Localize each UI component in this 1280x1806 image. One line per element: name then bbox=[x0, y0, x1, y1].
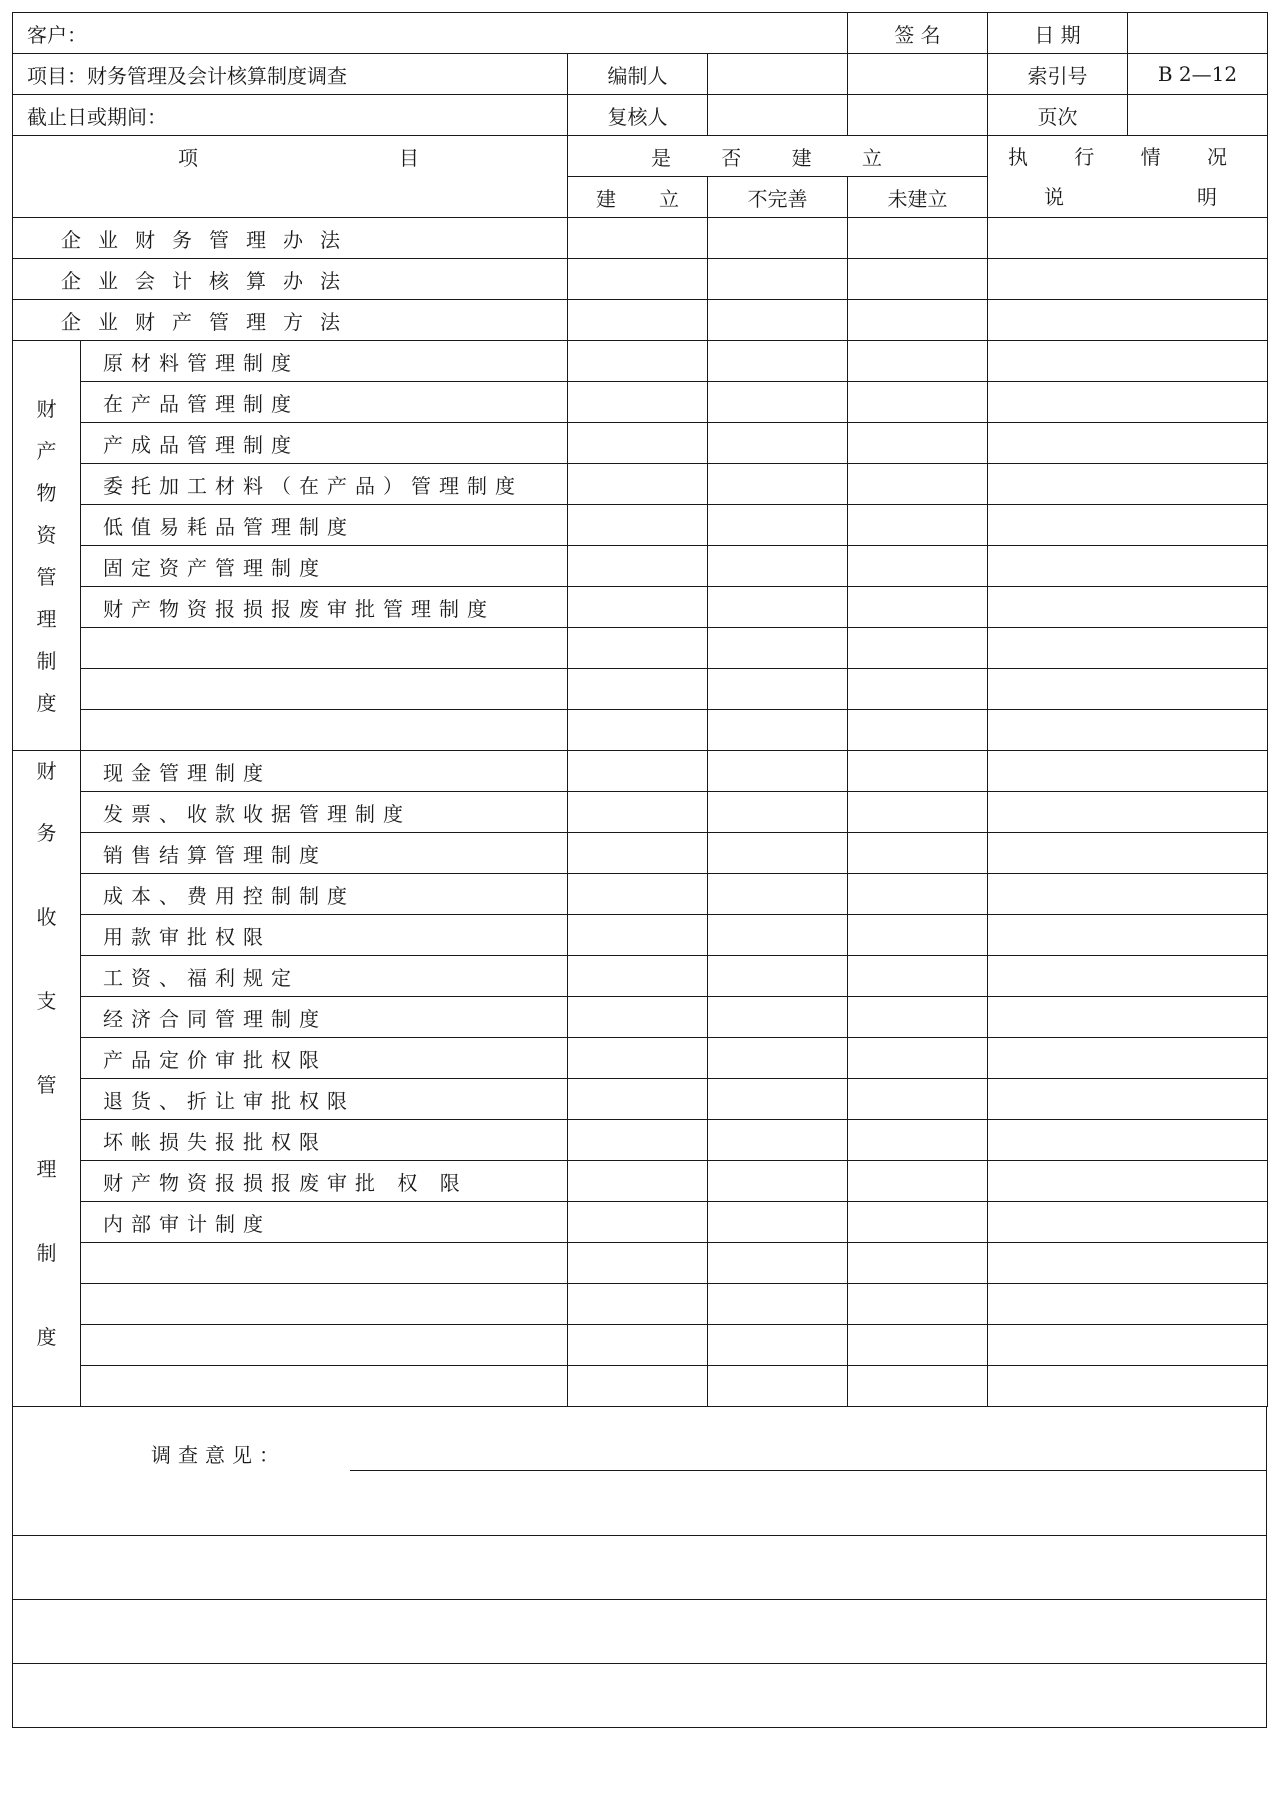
incomplete-cell[interactable] bbox=[708, 341, 848, 382]
established-group-header: 是 否 建 立 bbox=[568, 136, 988, 177]
category-char: 资 bbox=[36, 523, 57, 547]
execution-note-cell[interactable] bbox=[988, 218, 1268, 259]
not-established-cell[interactable] bbox=[848, 1161, 988, 1202]
category-char: 管 bbox=[36, 1073, 57, 1097]
not-established-cell[interactable] bbox=[848, 423, 988, 464]
item-label: 用款审批权限 bbox=[81, 915, 568, 956]
incomplete-cell[interactable] bbox=[708, 1366, 848, 1407]
opinion-label: 调查意见： bbox=[151, 1443, 286, 1467]
not-established-cell[interactable] bbox=[848, 1366, 988, 1407]
not-established-cell[interactable] bbox=[848, 259, 988, 300]
opinion-section bbox=[12, 1407, 1267, 1728]
item-label: 在产品管理制度 bbox=[81, 382, 568, 423]
category-char: 度 bbox=[36, 691, 57, 715]
not-established-cell[interactable] bbox=[848, 1079, 988, 1120]
incomplete-cell[interactable] bbox=[708, 423, 848, 464]
incomplete-cell[interactable] bbox=[708, 915, 848, 956]
header-row-client bbox=[13, 13, 1268, 54]
incomplete-cell[interactable] bbox=[708, 587, 848, 628]
execution-note-cell[interactable] bbox=[988, 710, 1268, 751]
not-established-cell[interactable] bbox=[848, 997, 988, 1038]
item-header-left: 项 bbox=[178, 146, 198, 170]
established-cell[interactable] bbox=[568, 792, 708, 833]
category-finance-management bbox=[13, 751, 81, 1407]
execution-note-cell[interactable] bbox=[988, 1366, 1268, 1407]
category-char: 支 bbox=[36, 989, 57, 1013]
execution-note-cell[interactable] bbox=[988, 1079, 1268, 1120]
incomplete-cell[interactable] bbox=[708, 997, 848, 1038]
table-row bbox=[13, 710, 1268, 751]
item-label: 现金管理制度 bbox=[81, 751, 568, 792]
opinion-line-row bbox=[13, 1664, 1267, 1728]
established-cell[interactable] bbox=[568, 546, 708, 587]
opinion-line-row bbox=[13, 1600, 1267, 1664]
opinion-row bbox=[13, 1407, 1267, 1536]
execution-note-cell[interactable] bbox=[988, 833, 1268, 874]
table-row bbox=[13, 792, 1268, 833]
table-row bbox=[13, 1325, 1268, 1366]
incomplete-cell[interactable] bbox=[708, 1038, 848, 1079]
table-row bbox=[13, 505, 1268, 546]
sign-label: 签 名 bbox=[848, 13, 988, 54]
item-label: 内部审计制度 bbox=[81, 1202, 568, 1243]
execution-note-cell[interactable] bbox=[988, 300, 1268, 341]
established-cell[interactable] bbox=[568, 751, 708, 792]
execution-note-cell[interactable] bbox=[988, 669, 1268, 710]
execution-note-cell[interactable] bbox=[988, 341, 1268, 382]
table-row bbox=[13, 382, 1268, 423]
category-char: 物 bbox=[36, 481, 57, 505]
table-row bbox=[13, 1243, 1268, 1284]
item-label: 企业财产管理方法 bbox=[13, 300, 568, 341]
not-established-cell[interactable] bbox=[848, 300, 988, 341]
established-cell[interactable] bbox=[568, 505, 708, 546]
execution-header-bottom bbox=[988, 177, 1267, 217]
column-header-row-1 bbox=[13, 136, 1268, 177]
category-char: 务 bbox=[36, 821, 57, 845]
established-cell[interactable] bbox=[568, 300, 708, 341]
table-row bbox=[13, 669, 1268, 710]
execution-note-cell[interactable] bbox=[988, 464, 1268, 505]
category-spacer bbox=[13, 367, 80, 388]
execution-note-cell[interactable] bbox=[988, 792, 1268, 833]
incomplete-cell[interactable] bbox=[708, 1161, 848, 1202]
table-row bbox=[13, 915, 1268, 956]
item-label: 产品定价审批权限 bbox=[81, 1038, 568, 1079]
incomplete-cell[interactable] bbox=[708, 300, 848, 341]
not-established-cell[interactable] bbox=[848, 218, 988, 259]
not-established-cell[interactable] bbox=[848, 1202, 988, 1243]
table-row bbox=[13, 997, 1268, 1038]
survey-table bbox=[12, 12, 1268, 1407]
table-row bbox=[13, 546, 1268, 587]
established-cell[interactable] bbox=[568, 956, 708, 997]
execution-note-cell[interactable] bbox=[988, 1325, 1268, 1366]
execution-note-cell[interactable] bbox=[988, 1284, 1268, 1325]
table-row bbox=[13, 1202, 1268, 1243]
header-row-period bbox=[13, 95, 1268, 136]
incomplete-cell[interactable] bbox=[708, 1079, 848, 1120]
established-cell[interactable] bbox=[568, 1079, 708, 1120]
incomplete-cell[interactable] bbox=[708, 792, 848, 833]
incomplete-cell[interactable] bbox=[708, 874, 848, 915]
incomplete-cell[interactable] bbox=[708, 1120, 848, 1161]
item-label: 企业财务管理办法 bbox=[13, 218, 568, 259]
established-cell[interactable] bbox=[568, 1325, 708, 1366]
not-established-cell[interactable] bbox=[848, 751, 988, 792]
established-cell[interactable] bbox=[568, 1120, 708, 1161]
execution-note-cell[interactable] bbox=[988, 1038, 1268, 1079]
category-char: 收 bbox=[36, 905, 57, 929]
item-label: 退货、折让审批权限 bbox=[81, 1079, 568, 1120]
item-label: 工资、福利规定 bbox=[81, 956, 568, 997]
index-value: B 2—12 bbox=[1128, 54, 1268, 95]
incomplete-cell[interactable] bbox=[708, 710, 848, 751]
item-label: 经济合同管理制度 bbox=[81, 997, 568, 1038]
execution-note-cell[interactable] bbox=[988, 1120, 1268, 1161]
not-established-cell[interactable] bbox=[848, 874, 988, 915]
execution-note-cell[interactable] bbox=[988, 587, 1268, 628]
established-header bbox=[568, 177, 708, 218]
established-cell[interactable] bbox=[568, 1284, 708, 1325]
established-cell[interactable] bbox=[568, 915, 708, 956]
incomplete-cell[interactable] bbox=[708, 628, 848, 669]
item-label: 成本、费用控制制度 bbox=[81, 874, 568, 915]
item-label: 销售结算管理制度 bbox=[81, 833, 568, 874]
incomplete-cell[interactable] bbox=[708, 546, 848, 587]
established-cell[interactable] bbox=[568, 874, 708, 915]
execution-note-cell[interactable] bbox=[988, 1202, 1268, 1243]
category-char: 理 bbox=[36, 607, 57, 631]
incomplete-cell[interactable] bbox=[708, 669, 848, 710]
incomplete-header: 不完善 bbox=[708, 177, 848, 218]
table-row bbox=[13, 874, 1268, 915]
opinion-underline bbox=[350, 1470, 1266, 1471]
established-cell[interactable] bbox=[568, 464, 708, 505]
client-label: 客户： bbox=[13, 13, 848, 54]
table-row bbox=[13, 751, 1268, 792]
table-row bbox=[13, 956, 1268, 997]
category-char: 制 bbox=[36, 649, 57, 673]
table-row bbox=[13, 218, 1268, 259]
established-char-1: 建 bbox=[596, 186, 616, 211]
table-row bbox=[13, 587, 1268, 628]
category-char: 度 bbox=[36, 1325, 57, 1349]
established-cell[interactable] bbox=[568, 341, 708, 382]
project-label: 项目：财务管理及会计核算制度调查 bbox=[13, 54, 568, 95]
table-row bbox=[13, 1079, 1268, 1120]
established-cell[interactable] bbox=[568, 1243, 708, 1284]
not-established-cell[interactable] bbox=[848, 710, 988, 751]
opinion-line-field[interactable] bbox=[13, 1536, 1267, 1600]
execution-note-cell[interactable] bbox=[988, 505, 1268, 546]
category-char: 财 bbox=[36, 759, 57, 783]
category-char: 理 bbox=[36, 1157, 57, 1181]
established-cell[interactable] bbox=[568, 1366, 708, 1407]
period-label: 截止日或期间： bbox=[13, 95, 568, 136]
established-cell[interactable] bbox=[568, 710, 708, 751]
established-char-2: 立 bbox=[659, 186, 679, 211]
established-cell[interactable] bbox=[568, 382, 708, 423]
not-established-cell[interactable] bbox=[848, 382, 988, 423]
page-value-field[interactable] bbox=[1128, 95, 1268, 136]
not-established-cell[interactable] bbox=[848, 833, 988, 874]
established-cell[interactable] bbox=[568, 423, 708, 464]
table-row bbox=[13, 423, 1268, 464]
incomplete-cell[interactable] bbox=[708, 833, 848, 874]
execution-note-cell[interactable] bbox=[988, 997, 1268, 1038]
audit-working-paper bbox=[12, 12, 1267, 1728]
opinion-line-row bbox=[13, 1536, 1267, 1600]
not-established-cell[interactable] bbox=[848, 1284, 988, 1325]
table-row bbox=[13, 833, 1268, 874]
not-established-cell[interactable] bbox=[848, 505, 988, 546]
not-established-cell[interactable] bbox=[848, 628, 988, 669]
established-cell[interactable] bbox=[568, 1038, 708, 1079]
item-label: 企业会计核算办法 bbox=[13, 259, 568, 300]
execution-note-cell[interactable] bbox=[988, 874, 1268, 915]
not-established-cell[interactable] bbox=[848, 1038, 988, 1079]
item-header-right: 目 bbox=[399, 146, 419, 170]
incomplete-cell[interactable] bbox=[708, 1325, 848, 1366]
table-row bbox=[13, 1284, 1268, 1325]
header-row-project bbox=[13, 54, 1268, 95]
incomplete-cell[interactable] bbox=[708, 382, 848, 423]
incomplete-cell[interactable] bbox=[708, 956, 848, 997]
table-row bbox=[13, 1366, 1268, 1407]
incomplete-cell[interactable] bbox=[708, 1243, 848, 1284]
preparer-sign-field[interactable] bbox=[708, 54, 848, 95]
incomplete-cell[interactable] bbox=[708, 505, 848, 546]
not-established-cell[interactable] bbox=[848, 792, 988, 833]
category-property-management bbox=[13, 341, 81, 751]
not-established-cell[interactable] bbox=[848, 1120, 988, 1161]
page-label: 页次 bbox=[988, 95, 1128, 136]
execution-explain: 明 bbox=[1197, 184, 1217, 209]
execution-header bbox=[988, 136, 1268, 218]
category-char: 制 bbox=[36, 1241, 57, 1265]
item-label-blank[interactable] bbox=[81, 710, 568, 751]
not-established-cell[interactable] bbox=[848, 546, 988, 587]
established-cell[interactable] bbox=[568, 1161, 708, 1202]
not-established-cell[interactable] bbox=[848, 915, 988, 956]
incomplete-cell[interactable] bbox=[708, 1202, 848, 1243]
category-char: 产 bbox=[36, 439, 57, 463]
established-cell[interactable] bbox=[568, 1202, 708, 1243]
execution-note-cell[interactable] bbox=[988, 1161, 1268, 1202]
item-label: 坏帐损失报批权限 bbox=[81, 1120, 568, 1161]
established-cell[interactable] bbox=[568, 218, 708, 259]
not-established-cell[interactable] bbox=[848, 464, 988, 505]
not-established-cell[interactable] bbox=[848, 341, 988, 382]
item-label: 产成品管理制度 bbox=[81, 423, 568, 464]
established-cell[interactable] bbox=[568, 587, 708, 628]
item-label: 委托加工材料（在产品）管理制度 bbox=[81, 464, 568, 505]
item-label-blank[interactable] bbox=[81, 1243, 568, 1284]
established-cell[interactable] bbox=[568, 628, 708, 669]
category-char: 管 bbox=[36, 565, 57, 589]
established-cell[interactable] bbox=[568, 997, 708, 1038]
not-established-cell[interactable] bbox=[848, 956, 988, 997]
table-row bbox=[13, 300, 1268, 341]
item-label: 原材料管理制度 bbox=[81, 341, 568, 382]
execution-note-cell[interactable] bbox=[988, 751, 1268, 792]
item-label-blank[interactable] bbox=[81, 669, 568, 710]
item-label-blank[interactable] bbox=[81, 1284, 568, 1325]
table-row bbox=[13, 341, 1268, 382]
opinion-line-field[interactable] bbox=[13, 1600, 1267, 1664]
not-established-cell[interactable] bbox=[848, 1325, 988, 1366]
table-row bbox=[13, 1120, 1268, 1161]
date-label: 日 期 bbox=[988, 13, 1128, 54]
opinion-cell[interactable] bbox=[13, 1407, 1267, 1536]
reviewer-sign-field[interactable] bbox=[708, 95, 848, 136]
execution-say: 说 bbox=[1044, 184, 1064, 209]
item-label: 发票、收款收据管理制度 bbox=[81, 792, 568, 833]
index-label: 索引号 bbox=[988, 54, 1128, 95]
reviewer-date-field[interactable] bbox=[848, 95, 988, 136]
not-established-cell[interactable] bbox=[848, 669, 988, 710]
opinion-line-field[interactable] bbox=[13, 1664, 1267, 1728]
not-established-cell[interactable] bbox=[848, 587, 988, 628]
item-label-blank[interactable] bbox=[81, 628, 568, 669]
execution-note-cell[interactable] bbox=[988, 628, 1268, 669]
item-label-blank[interactable] bbox=[81, 1366, 568, 1407]
item-label: 财产物资报损报废审批 权 限 bbox=[81, 1161, 568, 1202]
incomplete-cell[interactable] bbox=[708, 218, 848, 259]
execution-note-cell[interactable] bbox=[988, 382, 1268, 423]
item-column-header bbox=[13, 136, 568, 218]
table-row bbox=[13, 1038, 1268, 1079]
category-char: 财 bbox=[36, 397, 57, 421]
preparer-date-field[interactable] bbox=[848, 54, 988, 95]
item-label: 低值易耗品管理制度 bbox=[81, 505, 568, 546]
execution-note-cell[interactable] bbox=[988, 423, 1268, 464]
header-blank-cell[interactable] bbox=[1128, 13, 1268, 54]
item-label-blank[interactable] bbox=[81, 1325, 568, 1366]
execution-note-cell[interactable] bbox=[988, 956, 1268, 997]
established-cell[interactable] bbox=[568, 259, 708, 300]
incomplete-cell[interactable] bbox=[708, 464, 848, 505]
table-row bbox=[13, 628, 1268, 669]
reviewer-label: 复核人 bbox=[568, 95, 708, 136]
table-row bbox=[13, 259, 1268, 300]
preparer-label: 编制人 bbox=[568, 54, 708, 95]
execution-note-cell[interactable] bbox=[988, 259, 1268, 300]
established-cell[interactable] bbox=[568, 669, 708, 710]
not-established-header: 未建立 bbox=[848, 177, 988, 218]
execution-note-cell[interactable] bbox=[988, 546, 1268, 587]
execution-note-cell[interactable] bbox=[988, 1243, 1268, 1284]
incomplete-cell[interactable] bbox=[708, 259, 848, 300]
item-label: 财产物资报损报废审批管理制度 bbox=[81, 587, 568, 628]
item-label: 固定资产管理制度 bbox=[81, 546, 568, 587]
incomplete-cell[interactable] bbox=[708, 751, 848, 792]
incomplete-cell[interactable] bbox=[708, 1284, 848, 1325]
established-cell[interactable] bbox=[568, 833, 708, 874]
execution-header-top: 执 行 情 况 bbox=[1007, 144, 1248, 169]
table-row bbox=[13, 1161, 1268, 1202]
table-row bbox=[13, 464, 1268, 505]
execution-note-cell[interactable] bbox=[988, 915, 1268, 956]
not-established-cell[interactable] bbox=[848, 1243, 988, 1284]
